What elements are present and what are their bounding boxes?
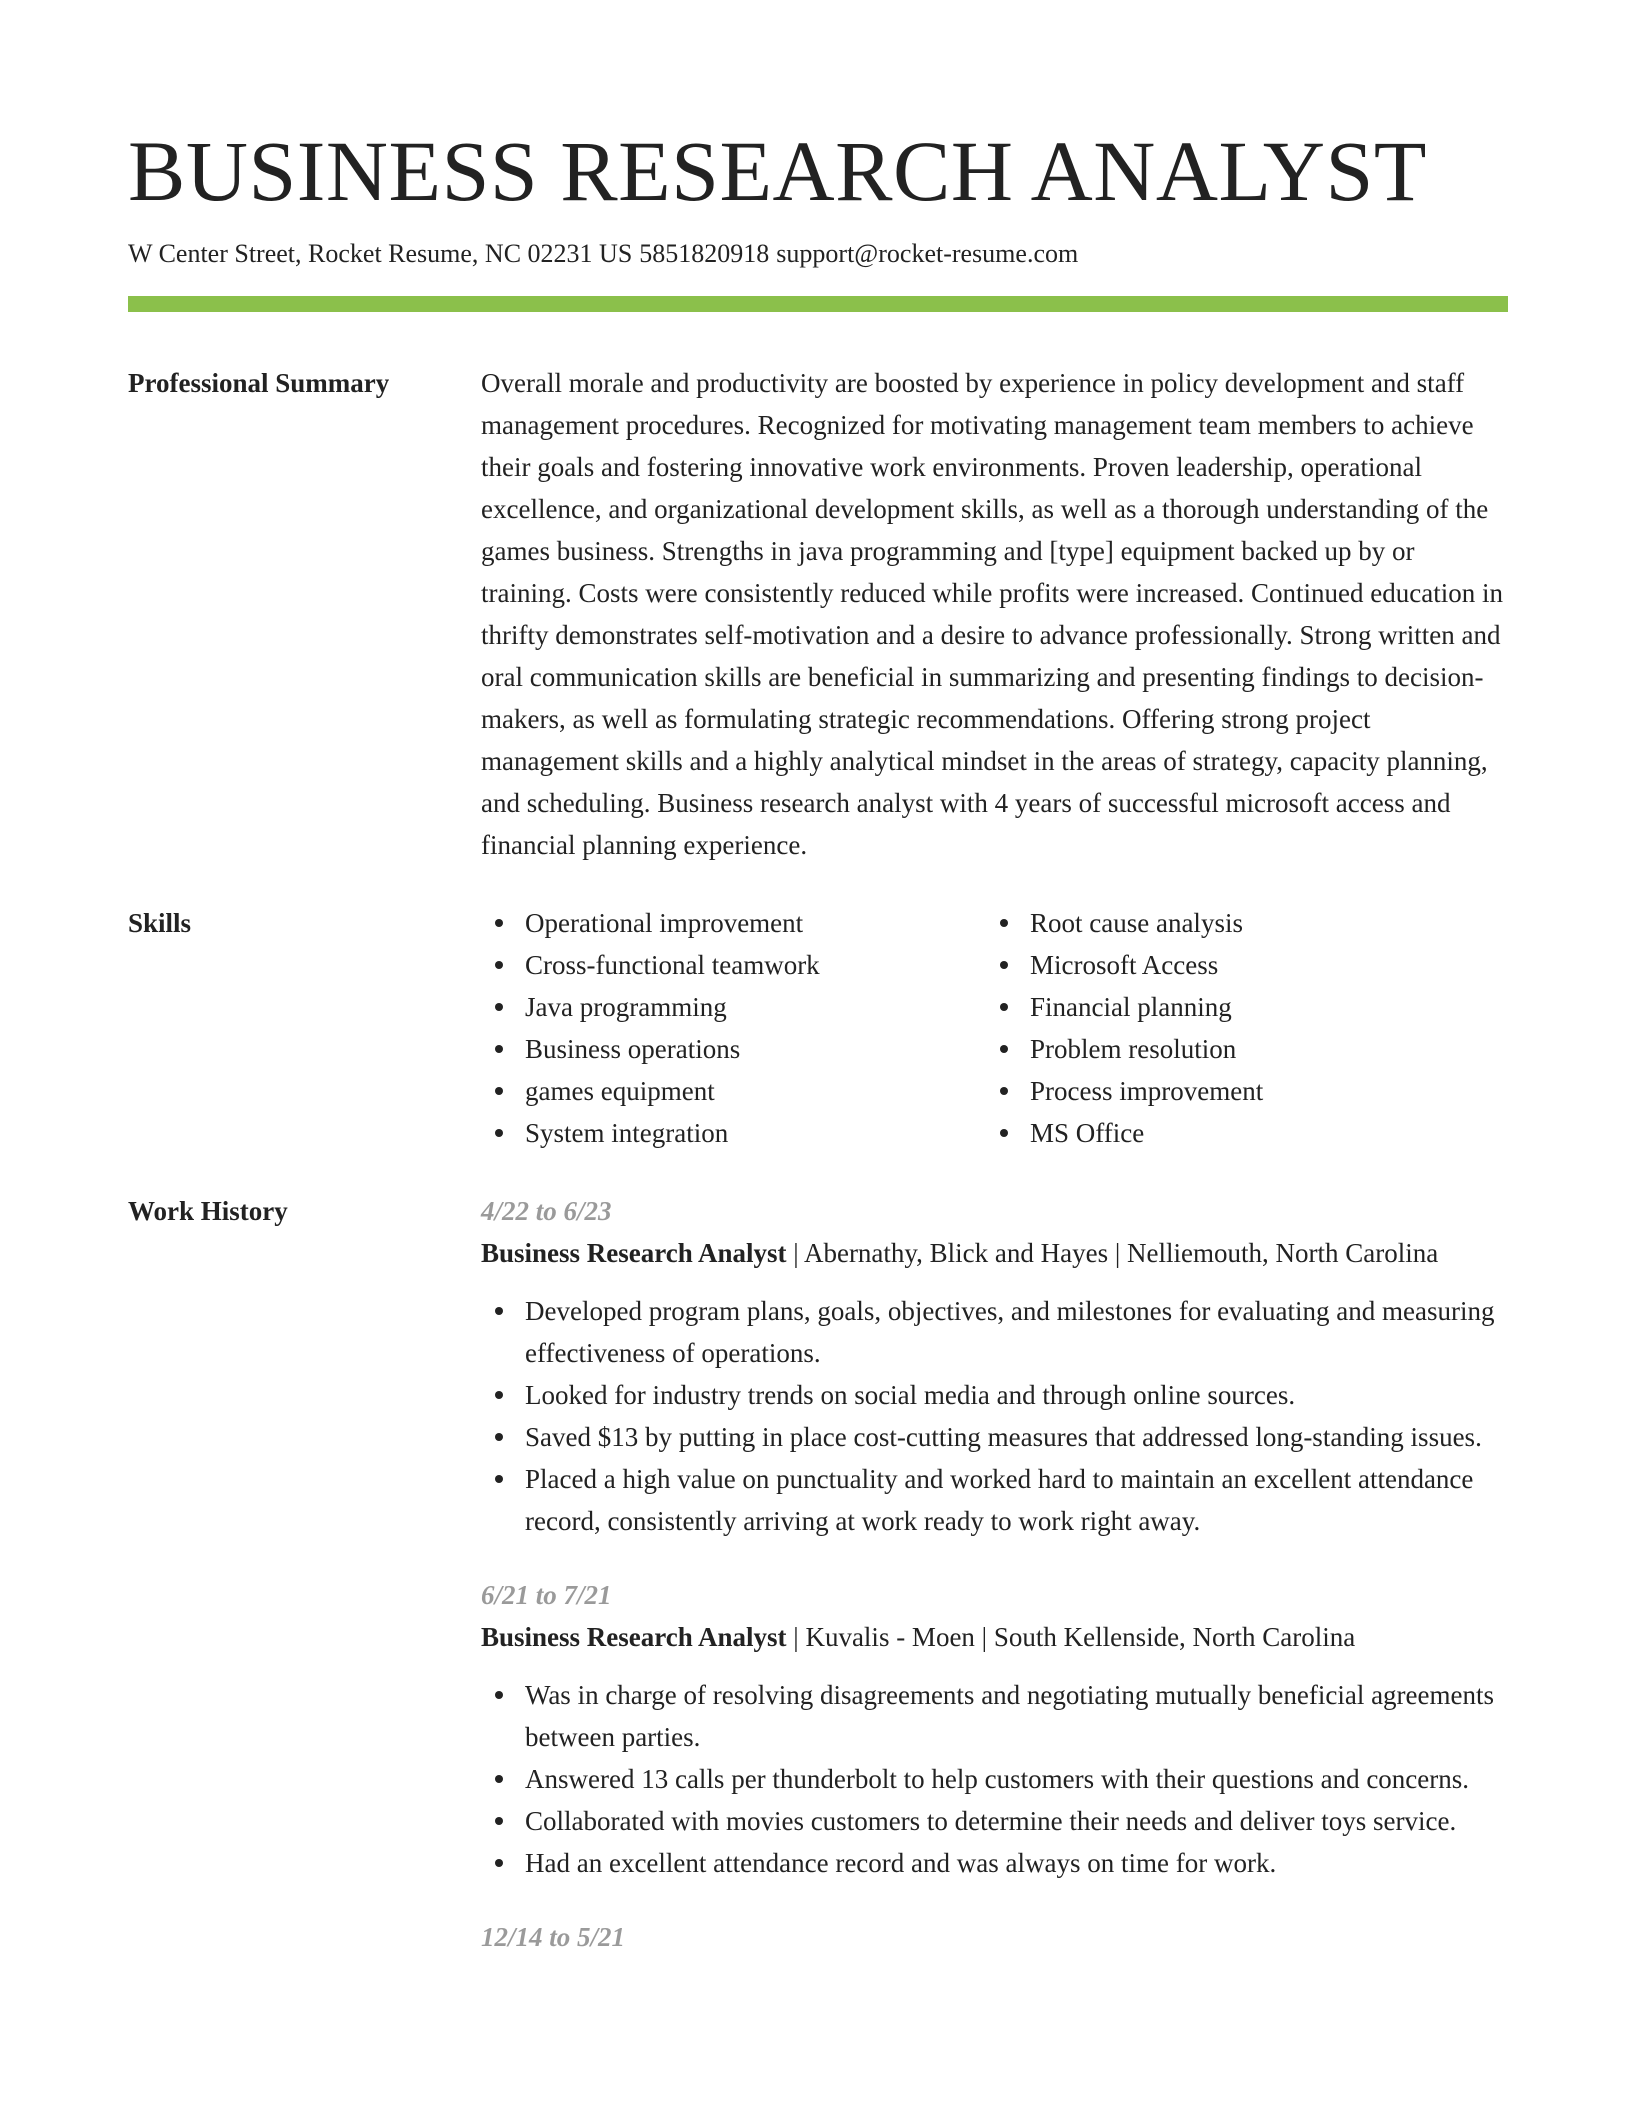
- skill-item: Root cause analysis: [986, 902, 1491, 944]
- job-bullet: Developed program plans, goals, objectives, and milestones for evaluating and measuring effectiveness of operations.: [481, 1290, 1508, 1374]
- skill-item: MS Office: [986, 1112, 1491, 1154]
- job-bullet: Placed a high value on punctuality and worked hard to maintain an excellent attendance record, consistently arriving at work ready to work right away.: [481, 1458, 1508, 1542]
- job-title: Business Research Analyst: [481, 1622, 787, 1652]
- skill-item: Financial planning: [986, 986, 1491, 1028]
- job-bullet: Looked for industry trends on social media and through online sources.: [481, 1374, 1508, 1416]
- summary-section: [128, 362, 1508, 866]
- skills-list-left: [481, 902, 986, 1154]
- job-dates: 12/14 to 5/21: [481, 1922, 626, 1952]
- resume-name: BUSINESS RESEARCH ANALYST: [128, 123, 1427, 219]
- skills-heading: Skills: [128, 908, 192, 938]
- skill-item: Java programming: [481, 986, 986, 1028]
- resume-page: [128, 0, 1508, 1990]
- job-bullets: [481, 1290, 1508, 1542]
- job-entry: [481, 1916, 1508, 1958]
- job-details: | Kuvalis - Moen | South Kellenside, North Carolina: [786, 1622, 1356, 1652]
- contact-line: [128, 236, 1508, 272]
- job-bullet: Saved $13 by putting in place cost-cutting measures that addressed long-standing issues.: [481, 1416, 1508, 1458]
- job-bullet: Answered 13 calls per thunderbolt to help customers with their questions and concerns.: [481, 1758, 1508, 1800]
- skills-section: [128, 902, 1508, 1154]
- skills-list-right: [986, 902, 1491, 1154]
- job-bullet: Had an excellent attendance record and was always on time for work.: [481, 1842, 1508, 1884]
- contact-address: W Center Street, Rocket Resume, NC 02231 US: [128, 239, 633, 268]
- skill-item: Process improvement: [986, 1070, 1491, 1112]
- header-divider: [128, 296, 1508, 312]
- job-dates: 4/22 to 6/23: [481, 1196, 612, 1226]
- job-heading: [481, 1232, 1508, 1274]
- job-bullet: Was in charge of resolving disagreements and negotiating mutually beneficial agreements between parties.: [481, 1674, 1508, 1758]
- skill-item: Cross-functional teamwork: [481, 944, 986, 986]
- work-history-heading: Work History: [128, 1196, 288, 1226]
- skill-item: Microsoft Access: [986, 944, 1491, 986]
- job-entry: [481, 1574, 1508, 1884]
- skills-grid: [481, 902, 1508, 1154]
- job-bullets: [481, 1674, 1508, 1884]
- job-dates: 6/21 to 7/21: [481, 1580, 612, 1610]
- job-entry: [481, 1190, 1508, 1542]
- summary-heading: Professional Summary: [128, 368, 390, 398]
- summary-text: Overall morale and productivity are boosted by experience in policy development and staff management procedures. Recognized for motivating management team members to achieve their goals and fostering innovative work environments. Proven leadership, operational excellence, and organizational development skills, as well as a thorough understanding of the games business. Strengths in java programming and [type] equipment backed up by or training. Costs were consistently reduced while profits were increased. Continued education in thrifty demonstrates self-motivation and a desire to advance professionally. Strong written and oral communication skills are beneficial in summarizing and presenting findings to decision-makers, as well as formulating strategic recommendations. Offering strong project management skills and a highly analytical mindset in the areas of strategy, capacity planning, and scheduling. Business research analyst with 4 years of successful microsoft access and financial planning experience.: [481, 368, 1503, 860]
- skill-item: Operational improvement: [481, 902, 986, 944]
- job-title: Business Research Analyst: [481, 1238, 787, 1268]
- job-bullet: Collaborated with movies customers to determine their needs and deliver toys service.: [481, 1800, 1508, 1842]
- work-history-section: [128, 1190, 1508, 1990]
- skill-item: games equipment: [481, 1070, 986, 1112]
- skill-item: System integration: [481, 1112, 986, 1154]
- skill-item: Business operations: [481, 1028, 986, 1070]
- job-heading: [481, 1616, 1508, 1658]
- job-details: | Abernathy, Blick and Hayes | Nelliemouth, North Carolina: [786, 1238, 1439, 1268]
- contact-email[interactable]: support@rocket-resume.com: [776, 239, 1079, 268]
- contact-phone[interactable]: 5851820918: [639, 239, 770, 268]
- skill-item: Problem resolution: [986, 1028, 1491, 1070]
